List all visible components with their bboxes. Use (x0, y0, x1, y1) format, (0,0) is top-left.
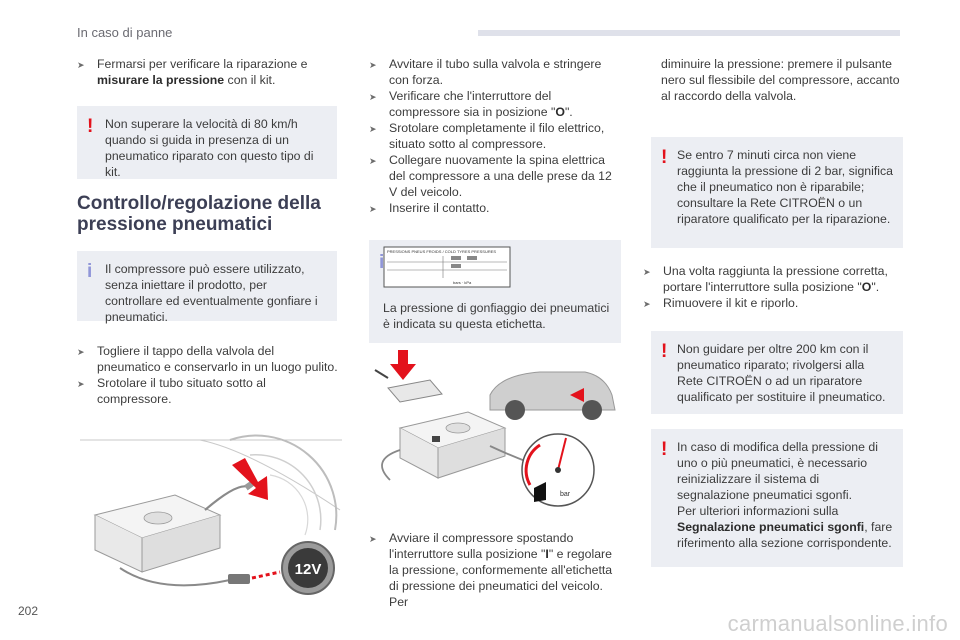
label-unit-text: bars · kPa (453, 280, 472, 285)
step-bold: O (861, 280, 872, 294)
info-icon: i (379, 252, 385, 273)
page-heading (77, 193, 321, 235)
arrow-bullet-icon: ➤ (369, 534, 377, 544)
warning-bold: Segnalazione pneumatici sgonfi (677, 520, 865, 534)
warning-note-speed (77, 106, 337, 179)
info-icon: i (87, 261, 93, 282)
arrow-bullet-icon: ➤ (369, 124, 377, 134)
col2-step-start (369, 530, 621, 610)
step-bold: misurare la pressione (97, 73, 225, 87)
heading-line: Controllo/regolazione della (77, 193, 321, 214)
exclamation-icon: ! (661, 439, 668, 460)
warning-text: In caso di modifica della pressione di uno o più pneumatici, è necessario reinizializzare il sistema di segnalazione pneumatici sgonfi. (677, 440, 878, 502)
step-text: ". (564, 105, 573, 119)
arrow-bullet-icon: ➤ (643, 299, 651, 309)
info-text: Il compressore può essere utilizzato, senza iniettare il prodotto, per controllare ed eventualmente gonfiare i pneumatici. (105, 262, 318, 324)
col1-step-check (77, 56, 337, 88)
compressor-car-gauge-illustration (370, 350, 620, 525)
step-text: ". (871, 280, 880, 294)
arrow-bullet-icon: ➤ (77, 347, 85, 357)
warning-text: Per ulteriori informazioni sulla (677, 504, 839, 518)
arrow-bullet-icon: ➤ (369, 60, 377, 70)
warning-text: , fare riferimento alla sezione corrispondente. (677, 520, 893, 550)
col2-steps (369, 56, 621, 216)
step-text: " e regolare la pressione, conformemente all'etichetta di pressione dei pneumatici del veicolo. Per (389, 547, 613, 609)
arrow-bullet-icon: ➤ (369, 204, 377, 214)
step-text: Srotolare completamente il filo elettrico, situato sotto al compressore. (389, 121, 605, 151)
col3-continuation (661, 56, 905, 104)
step-text: Inserire il contatto. (389, 201, 490, 215)
page-number: 202 (18, 604, 39, 618)
arrow-bullet-icon: ➤ (77, 379, 85, 389)
arrow-bullet-icon: ➤ (369, 156, 377, 166)
plug-label: 12V (294, 561, 322, 578)
col3-steps (643, 263, 905, 311)
info-note-compressor (77, 251, 337, 324)
warning-text: Non guidare per oltre 200 km con il pneumatico riparato; rivolgersi alla Rete CITROËN o ad un riparatore qualificato per sostituire il pneumatico. (677, 342, 886, 404)
info-text: La pressione di gonfiaggio dei pneumatici è indicata su questa etichetta. (383, 301, 610, 331)
step-text: Srotolare il tubo situato sotto al compressore. (97, 376, 266, 406)
warning-note-reinit (651, 429, 903, 567)
step-text: Collegare nuovamente la spina elettrica del compressore a una delle prese da 12 V del veicolo. (389, 153, 612, 199)
arrow-bullet-icon: ➤ (643, 267, 651, 277)
watermark: carmanualsonline.info (727, 611, 948, 636)
exclamation-icon: ! (661, 147, 668, 168)
heading-line: pressione pneumatici (77, 214, 273, 235)
tyre-pressure-label (383, 246, 511, 288)
header-bar (478, 30, 900, 36)
step-text: Fermarsi per verificare la riparazione e (97, 57, 308, 71)
col1-steps (77, 343, 339, 407)
step-text: Una volta raggiunta la pressione corretta, portare l'interruttore sulla posizione " (663, 264, 888, 294)
arrow-bullet-icon: ➤ (369, 92, 377, 102)
step-text: con il kit. (224, 73, 276, 87)
section-title: In caso di panne (77, 25, 173, 40)
compressor-wheel-illustration (80, 420, 342, 605)
warning-note-7min (651, 137, 903, 248)
label-header-text: PRESSIONS PNEUS FROIDS / COLD TYRES PRESSURES (387, 249, 497, 254)
warning-text: Se entro 7 minuti circa non viene raggiunta la pressione di 2 bar, significa che il pneumatico non è riparabile; consultare la Rete CITROËN o un riparatore qualificato per la riparazione. (677, 148, 894, 226)
gauge-unit: bar (560, 491, 571, 498)
step-text: Avvitare il tubo sulla valvola e stringere con forza. (389, 57, 602, 87)
warning-text: Non superare la velocità di 80 km/h quando si guida in presenza di un pneumatico riparato con questo tipo di kit. (105, 117, 314, 179)
exclamation-icon: ! (87, 116, 94, 137)
step-text: Avviare il compressore spostando l'interruttore sulla posizione " (389, 531, 574, 561)
step-bold: O (555, 105, 565, 119)
continuation-text: diminuire la pressione: premere il pulsante nero sul flessibile del compressore, accanto al raccordo della valvola. (661, 57, 900, 103)
arrow-bullet-icon: ➤ (77, 60, 85, 70)
info-note-label (369, 240, 621, 343)
step-text: Togliere il tappo della valvola del pneumatico e conservarlo in un luogo pulito. (97, 344, 338, 374)
warning-note-200km (651, 331, 903, 414)
step-bold: I (545, 547, 549, 561)
step-text: Verificare che l'interruttore del compressore sia in posizione " (389, 89, 556, 119)
step-text: Rimuovere il kit e riporlo. (663, 296, 799, 310)
exclamation-icon: ! (661, 341, 668, 362)
